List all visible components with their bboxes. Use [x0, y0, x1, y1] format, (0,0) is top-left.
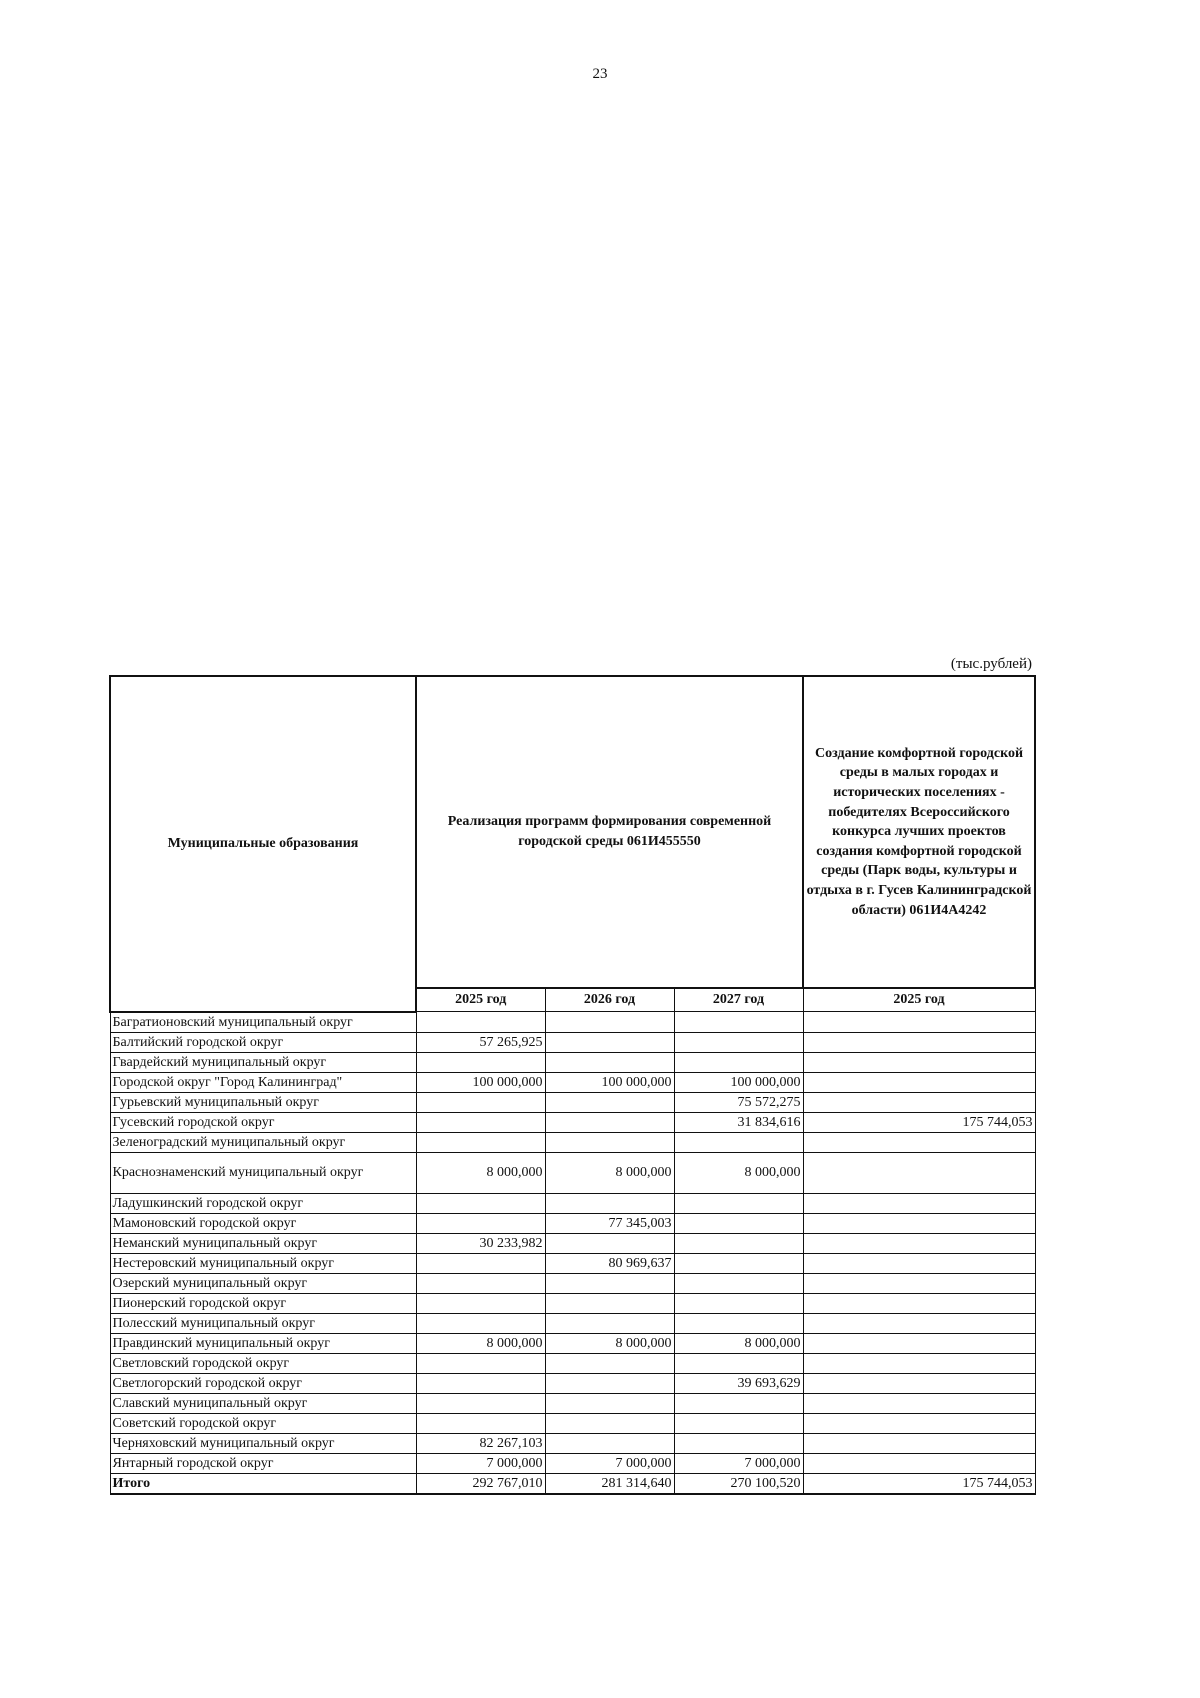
amount-cell: 175 744,053	[803, 1112, 1035, 1132]
municipality-name: Черняховский муниципальный округ	[110, 1433, 416, 1453]
amount-cell: 270 100,520	[674, 1473, 803, 1494]
municipality-name: Неманский муниципальный округ	[110, 1233, 416, 1253]
amount-cell	[803, 1032, 1035, 1052]
header-program: Реализация программ формирования современной городской среды 061И455550	[416, 676, 803, 988]
amount-cell: 75 572,275	[674, 1092, 803, 1112]
table-row	[110, 1193, 1035, 1213]
amount-cell	[803, 1132, 1035, 1152]
amount-cell	[803, 1052, 1035, 1072]
table-body	[110, 1012, 1035, 1494]
amount-cell	[416, 1393, 545, 1413]
table-row	[110, 1373, 1035, 1393]
amount-cell	[803, 1433, 1035, 1453]
amount-cell	[545, 1032, 674, 1052]
amount-cell	[803, 1273, 1035, 1293]
amount-cell	[416, 1273, 545, 1293]
amount-cell	[674, 1132, 803, 1152]
table-row	[110, 1273, 1035, 1293]
amount-cell: 8 000,000	[416, 1152, 545, 1193]
amount-cell: 292 767,010	[416, 1473, 545, 1494]
amount-cell	[803, 1233, 1035, 1253]
amount-cell: 31 834,616	[674, 1112, 803, 1132]
amount-cell: 100 000,000	[416, 1072, 545, 1092]
amount-cell	[674, 1193, 803, 1213]
table-row	[110, 1413, 1035, 1433]
amount-cell	[545, 1092, 674, 1112]
amount-cell	[674, 1353, 803, 1373]
amount-cell	[674, 1253, 803, 1273]
amount-cell: 8 000,000	[545, 1333, 674, 1353]
amount-cell: 80 969,637	[545, 1253, 674, 1273]
header-municipality: Муниципальные образования	[110, 676, 416, 1012]
amount-cell: 8 000,000	[674, 1333, 803, 1353]
municipality-name: Городской округ "Город Калининград"	[110, 1072, 416, 1092]
amount-cell	[416, 1193, 545, 1213]
table-row	[110, 1233, 1035, 1253]
amount-cell	[416, 1293, 545, 1313]
table-row	[110, 1152, 1035, 1193]
municipality-name: Гвардейский муниципальный округ	[110, 1052, 416, 1072]
amount-cell	[545, 1012, 674, 1033]
total-row	[110, 1473, 1035, 1494]
amount-cell	[545, 1373, 674, 1393]
municipality-name: Балтийский городской округ	[110, 1032, 416, 1052]
municipality-name: Зеленоградский муниципальный округ	[110, 1132, 416, 1152]
amount-cell	[674, 1413, 803, 1433]
table-row	[110, 1253, 1035, 1273]
amount-cell	[416, 1313, 545, 1333]
year-header: 2026 год	[545, 988, 674, 1012]
amount-cell	[803, 1393, 1035, 1413]
amount-cell	[674, 1233, 803, 1253]
amount-cell	[545, 1132, 674, 1152]
budget-table	[109, 675, 1036, 1495]
municipality-name: Мамоновский городской округ	[110, 1213, 416, 1233]
amount-cell: 175 744,053	[803, 1473, 1035, 1494]
municipality-name: Янтарный городской округ	[110, 1453, 416, 1473]
amount-cell	[545, 1233, 674, 1253]
amount-cell: 30 233,982	[416, 1233, 545, 1253]
amount-cell	[545, 1313, 674, 1333]
municipality-name: Итого	[110, 1473, 416, 1494]
amount-cell	[803, 1353, 1035, 1373]
table-row	[110, 1032, 1035, 1052]
amount-cell: 7 000,000	[674, 1453, 803, 1473]
amount-cell	[545, 1273, 674, 1293]
amount-cell	[416, 1353, 545, 1373]
amount-cell	[674, 1293, 803, 1313]
amount-cell	[803, 1373, 1035, 1393]
amount-cell	[545, 1353, 674, 1373]
amount-cell	[674, 1273, 803, 1293]
amount-cell	[803, 1313, 1035, 1333]
page-number: 23	[592, 66, 608, 82]
amount-cell: 100 000,000	[545, 1072, 674, 1092]
amount-cell	[674, 1052, 803, 1072]
header-contest: Создание комфортной городской среды в малых городах и исторических поселениях - победителях Всероссийского конкурса лучших проектов создания комфортной городской среды (Парк воды, культуры и отдыха в г. Гусев Калининградской области) 061И4А4242	[803, 676, 1035, 988]
amount-cell	[803, 1333, 1035, 1353]
amount-cell	[674, 1032, 803, 1052]
municipality-name: Краснознаменский муниципальный округ	[110, 1152, 416, 1193]
amount-cell	[416, 1092, 545, 1112]
amount-cell	[416, 1012, 545, 1033]
amount-cell	[674, 1433, 803, 1453]
amount-cell	[803, 1072, 1035, 1092]
municipality-name: Гусевский городской округ	[110, 1112, 416, 1132]
amount-cell	[803, 1092, 1035, 1112]
units-label: (тыс.рублей)	[950, 656, 1032, 672]
amount-cell	[803, 1293, 1035, 1313]
municipality-name: Гурьевский муниципальный округ	[110, 1092, 416, 1112]
year-header: 2025 год	[803, 988, 1035, 1012]
amount-cell	[803, 1253, 1035, 1273]
table-row	[110, 1072, 1035, 1092]
amount-cell	[545, 1393, 674, 1413]
amount-cell	[545, 1052, 674, 1072]
amount-cell: 82 267,103	[416, 1433, 545, 1453]
amount-cell	[803, 1012, 1035, 1033]
amount-cell	[416, 1413, 545, 1433]
amount-cell	[545, 1293, 674, 1313]
amount-cell	[545, 1413, 674, 1433]
municipality-name: Светловский городской округ	[110, 1353, 416, 1373]
amount-cell	[545, 1433, 674, 1453]
table-row	[110, 1453, 1035, 1473]
amount-cell: 39 693,629	[674, 1373, 803, 1393]
amount-cell	[416, 1253, 545, 1273]
year-header: 2025 год	[416, 988, 545, 1012]
amount-cell	[416, 1112, 545, 1132]
table-row	[110, 1112, 1035, 1132]
amount-cell	[674, 1393, 803, 1413]
amount-cell	[416, 1132, 545, 1152]
amount-cell: 100 000,000	[674, 1072, 803, 1092]
table-row	[110, 1132, 1035, 1152]
amount-cell: 7 000,000	[545, 1453, 674, 1473]
table-row	[110, 1293, 1035, 1313]
municipality-name: Советский городской округ	[110, 1413, 416, 1433]
municipality-name: Озерский муниципальный округ	[110, 1273, 416, 1293]
municipality-name: Светлогорский городской округ	[110, 1373, 416, 1393]
amount-cell	[674, 1213, 803, 1233]
amount-cell: 8 000,000	[545, 1152, 674, 1193]
municipality-name: Ладушкинский городской округ	[110, 1193, 416, 1213]
table-row	[110, 1052, 1035, 1072]
amount-cell	[803, 1213, 1035, 1233]
municipality-name: Правдинский муниципальный округ	[110, 1333, 416, 1353]
amount-cell: 77 345,003	[545, 1213, 674, 1233]
municipality-name: Славский муниципальный округ	[110, 1393, 416, 1413]
amount-cell	[416, 1052, 545, 1072]
table-row	[110, 1333, 1035, 1353]
municipality-name: Полесский муниципальный округ	[110, 1313, 416, 1333]
municipality-name: Пионерский городской округ	[110, 1293, 416, 1313]
table-row	[110, 1213, 1035, 1233]
amount-cell	[545, 1193, 674, 1213]
amount-cell	[416, 1373, 545, 1393]
table-row	[110, 1393, 1035, 1413]
amount-cell	[803, 1193, 1035, 1213]
amount-cell	[803, 1152, 1035, 1193]
municipality-name: Нестеровский муниципальный округ	[110, 1253, 416, 1273]
table-row	[110, 1433, 1035, 1453]
table-row	[110, 1353, 1035, 1373]
amount-cell: 8 000,000	[416, 1333, 545, 1353]
amount-cell	[674, 1313, 803, 1333]
year-header: 2027 год	[674, 988, 803, 1012]
amount-cell	[803, 1453, 1035, 1473]
amount-cell	[674, 1012, 803, 1033]
amount-cell: 281 314,640	[545, 1473, 674, 1494]
table-row	[110, 1092, 1035, 1112]
table-row	[110, 1012, 1035, 1033]
table-row	[110, 1313, 1035, 1333]
amount-cell	[803, 1413, 1035, 1433]
amount-cell	[545, 1112, 674, 1132]
amount-cell: 57 265,925	[416, 1032, 545, 1052]
amount-cell	[416, 1213, 545, 1233]
amount-cell: 8 000,000	[674, 1152, 803, 1193]
amount-cell: 7 000,000	[416, 1453, 545, 1473]
municipality-name: Багратионовский муниципальный округ	[110, 1012, 416, 1033]
